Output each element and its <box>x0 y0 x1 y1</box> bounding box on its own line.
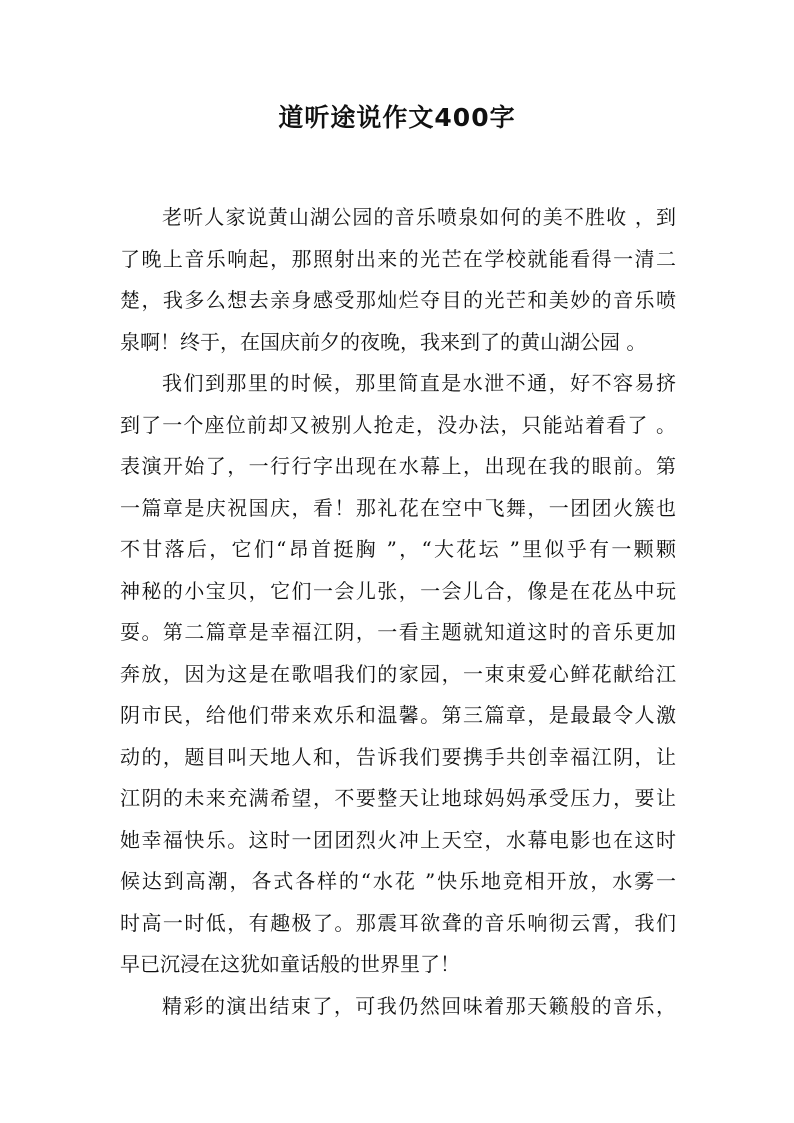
paragraph-line: 耍。第二篇章是幸福江阴，一看主题就知道这时的音乐更加 <box>120 620 676 644</box>
paragraph-1 <box>120 197 676 363</box>
paragraph-line: 阴市民，给他们带来欢乐和温馨。第三篇章，是最最令人激 <box>120 703 676 727</box>
paragraph-line: 我们到那里的时候，那里简直是水泄不通，好不容易挤 <box>162 371 676 395</box>
paragraph-line: 到了一个座位前却又被别人抢走，没办法，只能站着看了 。 <box>120 412 676 437</box>
paragraph-line: 奔放，因为这是在歌唱我们的家园，一束束爱心鲜花献给江 <box>120 661 676 686</box>
paragraph-line: 她幸福快乐。这时一团团烈火冲上天空，水幕电影也在这时 <box>120 827 676 852</box>
paragraph-line: 了晚上音乐响起，那照射出来的光芒在学校就能看得一清二 <box>120 246 676 271</box>
paragraph-line: 一篇章是庆祝国庆，看！那礼花在空中飞舞，一团团火簇也 <box>120 495 676 520</box>
document-body <box>120 197 676 1027</box>
paragraph-line: 泉啊！终于，在国庆前夕的夜晚，我来到了的黄山湖公园 。 <box>120 329 647 354</box>
paragraph-line: 老听人家说黄山湖公园的音乐喷泉如何的美不胜收 ，到 <box>162 205 676 229</box>
paragraph-2 <box>120 363 676 986</box>
document-title: 道听途说作文400字 <box>278 103 516 132</box>
paragraph-3 <box>120 986 676 1028</box>
paragraph-line: 神秘的小宝贝，它们一会儿张，一会儿合，像是在花丛中玩 <box>120 578 676 603</box>
paragraph-line: 候达到高潮，各式各样的“水花 ”快乐地竞相开放，水雾一 <box>120 869 676 893</box>
paragraph-line: 江阴的未来充满希望，不要整天让地球妈妈承受压力，要让 <box>120 786 676 810</box>
paragraph-line: 动的，题目叫天地人和，告诉我们要携手共创幸福江阴，让 <box>120 744 676 769</box>
paragraph-line: 不甘落后，它们“昂首挺胸 ”，“大花坛 ”里似乎有一颗颗 <box>120 537 676 561</box>
paragraph-line: 早已沉浸在这犹如童话般的世界里了！ <box>120 952 460 976</box>
paragraph-line: 时高一时低，有趣极了。那震耳欲聋的音乐响彻云霄，我们 <box>120 910 676 935</box>
paragraph-line: 精彩的演出结束了，可我仍然回味着那天籁般的音乐， <box>162 993 676 1018</box>
paragraph-line: 楚，我多么想去亲身感受那灿烂夺目的光芒和美妙的音乐喷 <box>120 288 676 312</box>
paragraph-line: 表演开始了，一行行字出现在水幕上，出现在我的眼前。第 <box>120 454 676 478</box>
